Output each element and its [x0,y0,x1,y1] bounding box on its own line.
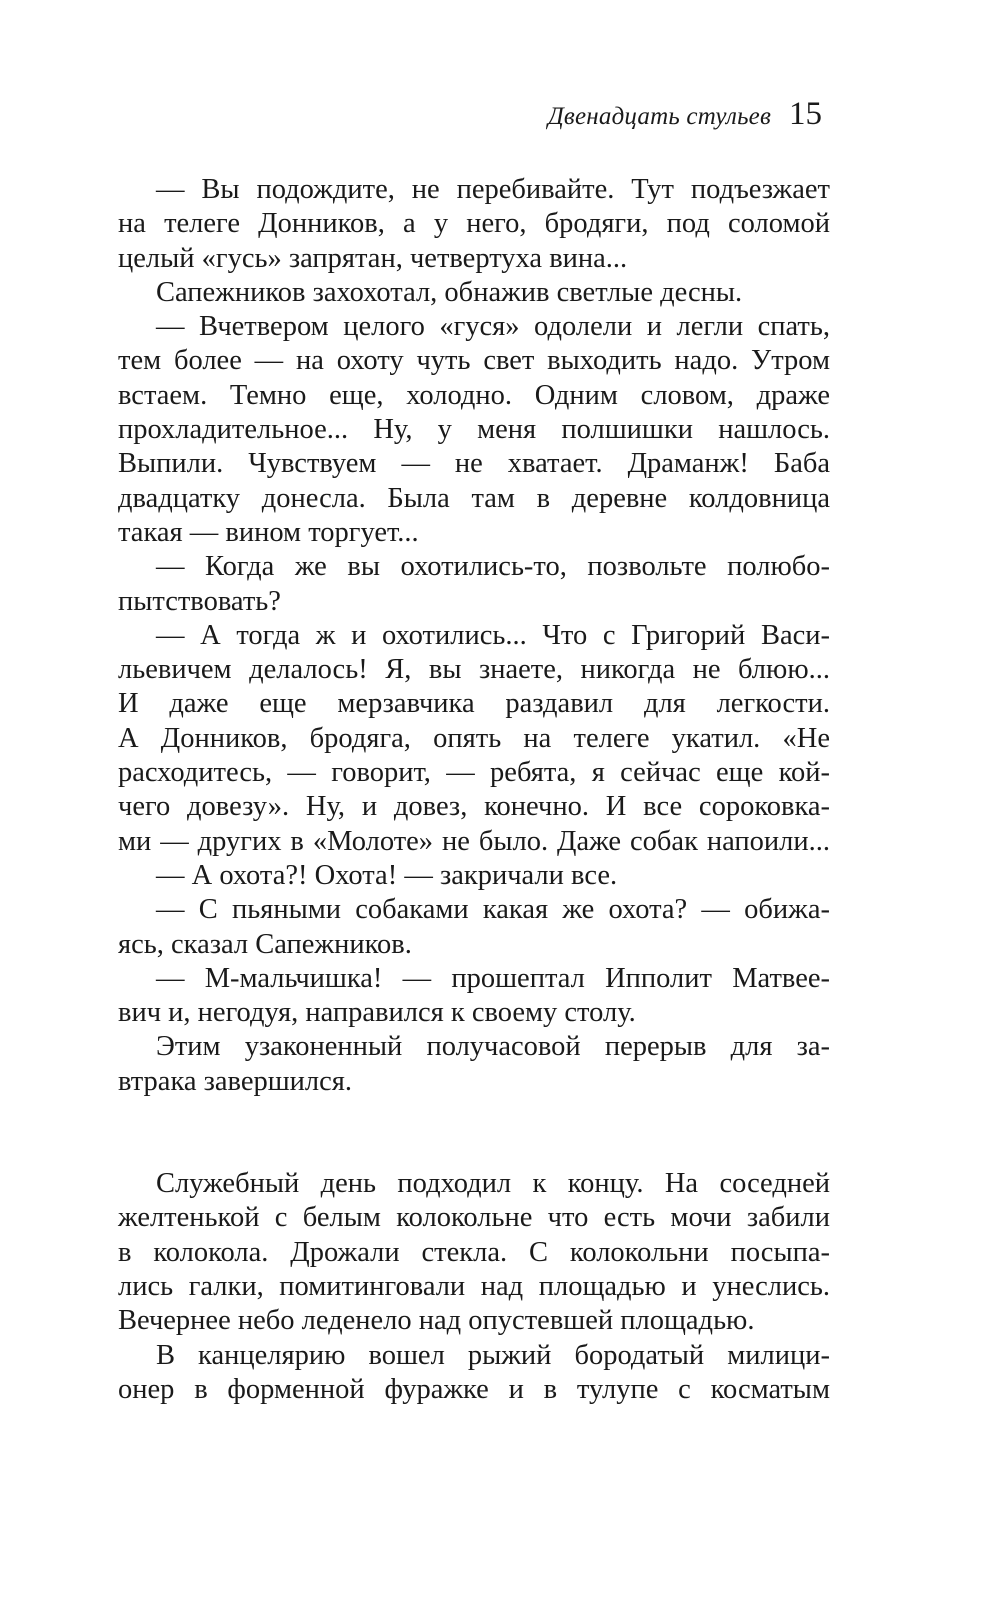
text-line: Этим узаконенный получасовой перерыв для за- [156,1031,830,1063]
text-line: Выпили. Чувствуем — не хватает. Драманж! Баба [118,448,830,480]
body-text [118,173,830,1407]
text-line: двадцатку донесла. Была там в деревне колдовница [118,482,830,514]
text-line: Служебный день подходил к концу. На соседней [156,1168,830,1200]
text-line: втрака завершился. [118,1065,353,1097]
text-line: тем более — на охоту чуть свет выходить надо. Утром [118,345,830,377]
text-line: ясь, сказал Сапежников. [118,928,412,960]
text-line: чего довезу». Ну, и довез, конечно. И все сороковка- [118,791,830,823]
text-line: льевичем делалось! Я, вы знаете, никогда не блюю... [118,654,830,686]
running-title: Двенадцать стульев [547,103,771,130]
text-line: — С пьяными собаками какая же охота? — обижа- [156,894,830,926]
text-line: — А охота?! Охота! — закричали все. [156,859,618,891]
running-header [548,96,822,133]
text-line: — А тогда ж и охотились... Что с Григорий Васи- [156,619,830,651]
text-line: на телеге Донников, а у него, бродяги, под соломой [118,208,830,240]
text-line: — Вчетвером целого «гуся» одолели и легли спать, [156,311,830,343]
text-line: Вечернее небо леденело над опустевшей площадью. [118,1305,755,1337]
section-break [118,1099,830,1167]
text-line: — Вы подождите, не перебивайте. Тут подъезжает [156,174,830,205]
text-line: — Когда же вы охотились-то, позвольте полюбо- [156,551,830,583]
text-line: пытствовать? [118,585,281,617]
text-line: встаем. Темно еще, холодно. Одним словом, драже [118,379,830,411]
text-line: лись галки, помитинговали над площадью и унеслись. [118,1270,830,1302]
text-line: целый «гусь» запрятан, четвертуха вина... [118,242,628,274]
text-line: онер в форменной фуражке и в тулупе с косматым [118,1373,830,1405]
text-line: И даже еще мерзавчика раздавил для легкости. [118,688,830,720]
text-line: В канцелярию вошел рыжий бородатый милици- [156,1339,830,1371]
text-line: ми — других в «Молоте» не было. Даже собак напоили... [118,825,830,857]
text-line: в колокола. Дрожали стекла. С колокольни посыпа- [118,1236,830,1268]
text-line: вич и, негодуя, направился к своему столу. [118,997,636,1029]
text-line: желтенькой с белым колокольне что есть мочи забили [118,1202,830,1234]
text-line: такая — вином торгует... [118,516,419,548]
text-line: — М-мальчишка! — прошептал Ипполит Матвее- [156,962,830,994]
text-line: расходитесь, — говорит, — ребята, я сейчас еще кой- [118,757,830,789]
text-line: прохладительное... Ну, у меня полшишки нашлось. [118,414,830,446]
text-line: А Донников, бродяга, опять на телеге укатил. «Не [118,722,830,754]
text-line: Сапежников захохотал, обнажив светлые десны. [156,276,743,308]
page-number: 15 [789,96,822,132]
